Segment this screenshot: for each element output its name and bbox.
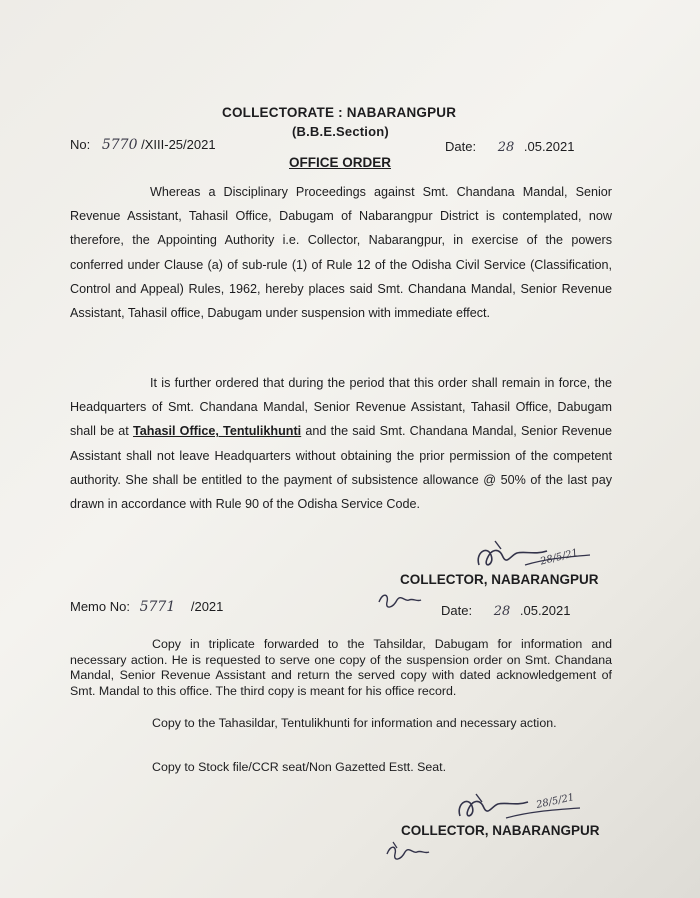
order-paragraph-1: Whereas a Disciplinary Proceedings against Smt. Chandana Mandal, Senior Revenue Assistant, Tahasil Office, Dabugam of Nabarangpur District is contemplated, now therefore, the Appointing Authority i.e. Collector, Nabarangpur, in exercise of the powers conferred under Clause (a) of sub-rule (1) of Rule 12 of the Odisha Civil Service (Classification, Control and Appeal) Rules, 1962, hereby places said Smt. Chandana Mandal, Senior Revenue Assistant, Tahasil office, Dabugam under suspension with immediate effect. bbox=[70, 185, 612, 321]
memo-date bbox=[441, 603, 570, 619]
memo-copy-3: Copy to Stock file/CCR seat/Non Gazetted Estt. Seat. bbox=[152, 760, 447, 774]
section-label: (B.B.E.Section) bbox=[292, 124, 389, 139]
order-paragraph-2-part-a: It is further ordered that during the period that this order shall remain in force, the Headquarters of Smt. Chandana Mandal, Senior Revenue Assistant, Tahasil Office, Dabugam shall be at bbox=[70, 376, 612, 439]
order-date-label: Date: bbox=[445, 139, 477, 154]
order-paragraph-2-part-b: and the said Smt. Chandana Mandal, Senior Revenue Assistant shall not leave Headquarters without obtaining the prior permission of the competent authority. She shall be entitled to the payment of subsistence allowance @ 50% of the last pay drawn in accordance with Rule 90 of the Odisha Service Code. bbox=[70, 424, 612, 512]
order-number bbox=[70, 137, 216, 153]
collector-designation-2: COLLECTOR, NABARANGPUR bbox=[401, 823, 600, 838]
memo-number bbox=[70, 599, 223, 615]
memo-date-day: 28 bbox=[493, 604, 511, 619]
memo-date-rest: .05.2021 bbox=[519, 603, 571, 618]
order-number-label: No: bbox=[70, 137, 91, 152]
collectorate-title: COLLECTORATE : NABARANGPUR bbox=[222, 105, 457, 120]
initials-mark-2 bbox=[383, 838, 433, 868]
memo-number-handwritten: 5771 bbox=[139, 599, 176, 615]
order-number-handwritten: 5770 bbox=[101, 137, 138, 153]
order-date-rest: .05.2021 bbox=[523, 139, 575, 154]
order-date-day: 28 bbox=[497, 140, 515, 155]
headquarters-location: Tahasil Office, Tentulikhunti bbox=[133, 424, 302, 439]
order-paragraph-2 bbox=[70, 371, 612, 516]
signature-date-2: 28/5/21 bbox=[535, 792, 576, 811]
office-order-heading: OFFICE ORDER bbox=[289, 155, 392, 170]
memo-copy-1: Copy in triplicate forwarded to the Tahsildar, Dabugam for information and necessary action. He is requested to serve one copy of the suspension order on Smt. Chandana Mandal, Senior Revenue Assistant and return the served copy with dated acknowledgement of Smt. Mandal to this office. The third copy is meant for his office record. bbox=[70, 637, 612, 698]
memo-copy-2: Copy to the Tahasildar, Tentulikhunti for information and necessary action. bbox=[152, 716, 557, 730]
memo-date-label: Date: bbox=[441, 603, 473, 618]
order-number-suffix: /XIII-25/2021 bbox=[141, 137, 216, 152]
collector-designation-1: COLLECTOR, NABARANGPUR bbox=[400, 572, 599, 587]
memo-number-suffix: /2021 bbox=[190, 599, 224, 614]
signature-date-1: 28/5/21 bbox=[539, 547, 580, 568]
memo-number-label: Memo No: bbox=[70, 599, 130, 614]
initials-mark-1 bbox=[375, 588, 425, 614]
order-date bbox=[445, 139, 574, 155]
